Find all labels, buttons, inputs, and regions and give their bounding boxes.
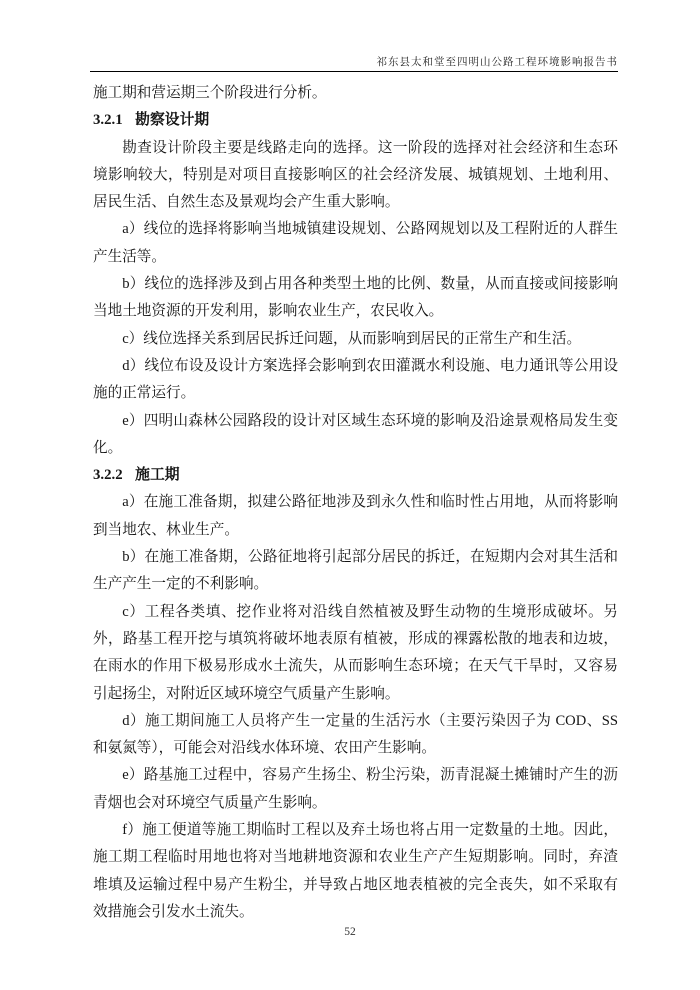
paragraph: c）线位选择关系到居民拆迁问题，从而影响到居民的正常生产和生活。 [122, 330, 582, 347]
paragraph: f）施工便道等施工期临时工程以及弃土场也将占用一定数量的土地。因此，施工期工程临时用地也将对当地耕地资源和农业生产产生短期影响。同时，弃渣堆填及运输过程中易产生粉尘，并导致占地区地表植被的完全丧失，如不采取有效措施会引发水土流失。 [93, 822, 618, 920]
header-divider [90, 71, 618, 72]
section-number: 3.2.2 [93, 467, 123, 484]
paragraph: 勘查设计阶段主要是线路走向的选择。这一阶段的选择对社会经济和生态环境影响较大，特别是对项目直接影响区的社会经济发展、城镇规划、土地利用、居民生活、自然生态及景观均会产生重大影响。 [93, 139, 618, 211]
paragraph: b）线位的选择涉及到占用各种类型土地的比例、数量，从而直接或间接影响当地土地资源的开发利用，影响农业生产，农民收入。 [93, 276, 618, 320]
section-heading-3-2-2 [93, 462, 618, 489]
paragraph: d）线位布设及设计方案选择会影响到农田灌溉水利设施、电力通讯等公用设施的正常运行。 [93, 357, 618, 402]
paragraph: e）路基施工过程中，容易产生扬尘、粉尘污染，沥青混凝土摊铺时产生的沥青烟也会对环境空气质量产生影响。 [93, 767, 618, 811]
paragraph: d）施工期间施工人员将产生一定量的生活污水（主要污染因子为 COD、SS 和氨氮等），可能会对沿线水体环境、农田产生影响。 [93, 712, 618, 757]
paragraph: c）工程各类填、挖作业将对沿线自然植被及野生动物的生境形成破坏。另外，路基工程开挖与填筑将破坏地表原有植被，形成的裸露松散的地表和边坡，在雨水的作用下极易形成水土流失，从而影响生态环境；在天气干旱时，又容易引起扬尘，对附近区域环境空气质量产生影响。 [93, 603, 618, 702]
section-heading-3-2-1 [93, 107, 618, 134]
section-title: 施工期 [135, 467, 180, 484]
page-body [93, 80, 618, 926]
page-number: 52 [344, 926, 356, 938]
section-title: 勘察设计期 [135, 112, 210, 129]
paragraph: a）线位的选择将影响当地城镇建设规划、公路网规划以及工程附近的人群生产生活等。 [93, 221, 618, 265]
section-number: 3.2.1 [93, 112, 123, 129]
running-header: 祁东县太和堂至四明山公路工程环境影响报告书 [376, 57, 618, 68]
paragraph: a）在施工准备期，拟建公路征地涉及到永久性和临时性占用地，从而将影响到当地农、林业生产。 [93, 494, 618, 538]
intro-paragraph: 施工期和营运期三个阶段进行分析。 [93, 85, 327, 101]
paragraph: e）四明山森林公园路段的设计对区域生态环境的影响及沿途景观格局发生变化。 [93, 412, 618, 456]
paragraph: b）在施工准备期，公路征地将引起部分居民的拆迁，在短期内会对其生活和生产产生一定的不利影响。 [93, 549, 618, 593]
